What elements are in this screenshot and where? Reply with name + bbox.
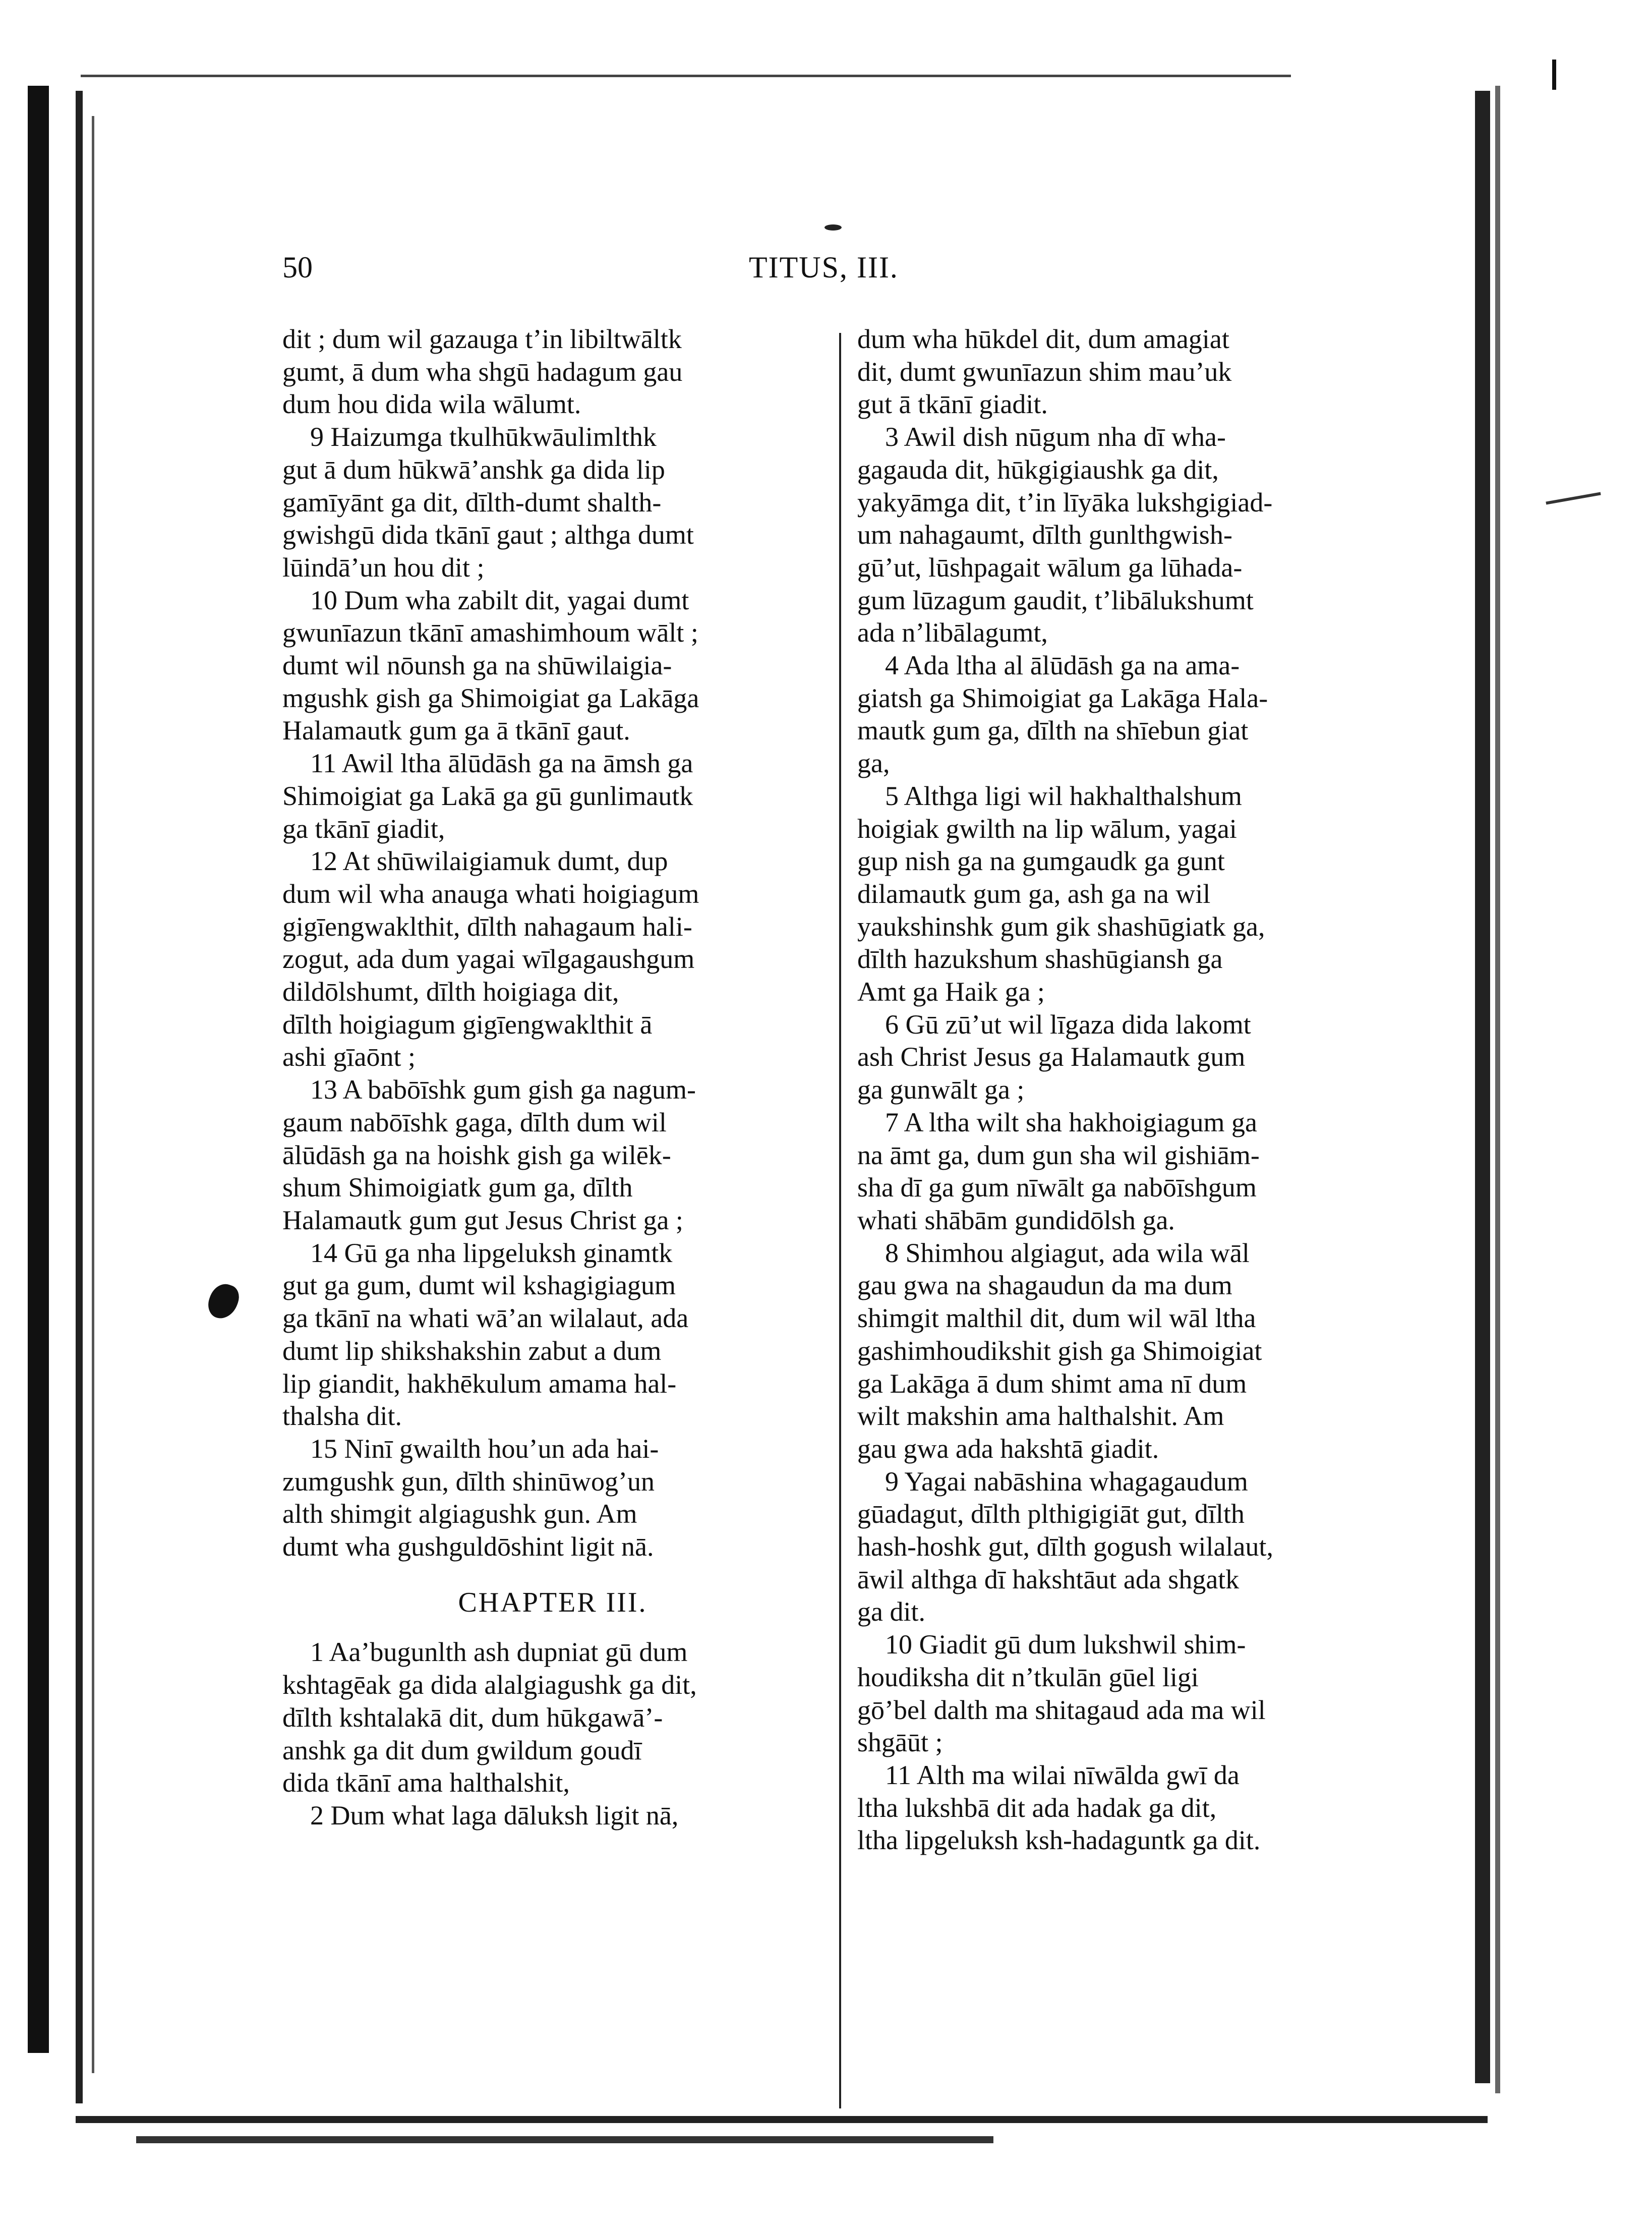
text-line: gū’ut, lūshpagait wālum ga lūhada- [857, 552, 1243, 583]
text-line: 9 Haizumga tkulhūkwāulimlthk [310, 422, 657, 452]
right-column [857, 323, 1402, 1857]
text-line: yaukshinshk gum gik shashūgiatk ga, [857, 911, 1265, 942]
scan-right-tick [1552, 60, 1556, 90]
text-line: dit, dumt gwunīazun shim mau’uk [857, 356, 1232, 387]
text-line: ashi gīaōnt ; [282, 1042, 416, 1072]
text-line: gagauda dit, hūkgigiaushk ga dit, [857, 454, 1219, 485]
text-line: dumt wha gushguldōshint ligit nā. [282, 1531, 654, 1562]
text-line: houdiksha dit n’tkulān gūel ligi [857, 1662, 1199, 1692]
text-line: ga, [857, 748, 890, 779]
text-line: wilt makshin ama halthalshit. Am [857, 1401, 1224, 1432]
text-line: 6 Gū zū’ut wil līgaza dida lakomt [885, 1009, 1251, 1040]
text-line: anshk ga dit dum gwildum goudī [282, 1735, 642, 1765]
text-line: Shimoigiat ga Lakā ga gū gunlimautk [282, 780, 693, 811]
text-line: ga Lakāga ā dum shimt ama nī dum [857, 1368, 1247, 1399]
text-line: 12 At shūwilaigiamuk dumt, dup [310, 846, 668, 877]
text-line: 2 Dum what laga dāluksh ligit nā, [310, 1800, 679, 1831]
text-line: mautk gum ga, dīlth na shīebun giat [857, 715, 1249, 746]
text-line: ltha lipgeluksh ksh-hadaguntk ga dit. [857, 1825, 1261, 1856]
text-line: dīlth kshtalakā dit, dum hūkgawā’- [282, 1702, 663, 1733]
text-line: dit ; dum wil gazauga t’in libiltwāltk [282, 324, 682, 354]
text-line: shgāūt ; [857, 1727, 943, 1758]
text-line: gup nish ga na gumgaudk ga gunt [857, 846, 1225, 877]
text-line: gigīengwaklthit, dīlth nahagaum hali- [282, 911, 692, 942]
text-line: dumt lip shikshakshin zabut a dum [282, 1335, 662, 1366]
text-line: zumgushk gun, dīlth shinūwog’un [282, 1466, 655, 1497]
running-head: TITUS, III. [749, 251, 899, 284]
text-line: gut ga gum, dumt wil kshagigiagum [282, 1270, 676, 1301]
scan-bottom-rule-2 [136, 2136, 993, 2143]
text-line: ltha lukshbā dit ada hadak ga dit, [857, 1792, 1217, 1823]
page-header [282, 250, 1442, 291]
scan-edge-left-thin [92, 116, 94, 2073]
text-line: ada n’libālagumt, [857, 617, 1048, 648]
text-line: um nahagaumt, dīlth gunlthgwish- [857, 520, 1232, 550]
text-line: mgushk gish ga Shimoigiat ga Lakāga [282, 682, 699, 713]
text-line: dum hou dida wila wālumt. [282, 389, 581, 420]
text-line: gumt, ā dum wha shgū hadagum gau [282, 356, 683, 387]
text-line: dumt wil nōunsh ga na shūwilaigia- [282, 650, 672, 681]
text-line: gum lūzagum gaudit, t’libālukshumt [857, 585, 1254, 615]
text-line: 15 Ninī gwailth hou’un ada hai- [310, 1433, 659, 1464]
text-line: āwil althga dī hakshtāut ada shgatk [857, 1564, 1240, 1594]
text-line: zogut, ada dum yagai wīlgagaushgum [282, 944, 695, 975]
text-line: ga dit. [857, 1596, 925, 1627]
text-line: dīlth hazukshum shashūgiansh ga [857, 944, 1223, 975]
text-line: 10 Dum wha zabilt dit, yagai dumt [310, 585, 689, 615]
text-line: dīlth hoigiagum gigīengwaklthit ā [282, 1009, 653, 1040]
text-line: sha dī ga gum nīwālt ga nabōīshgum [857, 1172, 1257, 1203]
text-line: 8 Shimhou algiagut, ada wila wāl [885, 1237, 1250, 1268]
scan-edge-left-inner [76, 91, 83, 2103]
text-line: gau gwa ada hakshtā giadit. [857, 1433, 1159, 1464]
text-line: hash-hoshk gut, dīlth gogush wilalaut, [857, 1531, 1273, 1562]
text-line: ga tkānī na whati wā’an wilalaut, ada [282, 1303, 689, 1334]
text-line: Amt ga Haik ga ; [857, 977, 1045, 1007]
ink-blot [204, 1280, 243, 1323]
text-line: gut ā dum hūkwā’anshk ga dida lip [282, 454, 665, 485]
text-line: ash Christ Jesus ga Halamautk gum [857, 1042, 1246, 1072]
text-line: whati shābām gundidōlsh ga. [857, 1205, 1175, 1235]
text-line: ga gunwālt ga ; [857, 1074, 1025, 1105]
text-line: ālūdāsh ga na hoishk gish ga wilēk- [282, 1139, 671, 1170]
text-line: gamīyānt ga dit, dīlth-dumt shalth- [282, 487, 662, 518]
text-line: lip giandit, hakhēkulum amama hal- [282, 1368, 677, 1399]
text-line: kshtagēak ga dida alalgiagushk ga dit, [282, 1670, 697, 1700]
text-line: gashimhoudikshit gish ga Shimoigiat [857, 1335, 1262, 1366]
text-line: 13 A babōīshk gum gish ga nagum- [310, 1074, 696, 1105]
text-line: gwishgū dida tkānī gaut ; althga dumt [282, 520, 694, 550]
scan-edge-right [1475, 91, 1490, 2083]
text-line: gaum nabōīshk gaga, dīlth dum wil [282, 1107, 667, 1137]
scan-bottom-rule [76, 2116, 1488, 2123]
text-line: dildōlshumt, dīlth hoigiaga dit, [282, 977, 619, 1007]
text-line: 11 Alth ma wilai nīwālda gwī da [885, 1759, 1240, 1790]
text-line: 14 Gū ga nha lipgeluksh ginamtk [310, 1237, 673, 1268]
text-line: gut ā tkānī giadit. [857, 389, 1048, 420]
text-line: gwunīazun tkānī amashimhoum wālt ; [282, 617, 698, 648]
text-line: 10 Giadit gū dum lukshwil shim- [885, 1629, 1246, 1660]
text-line: na āmt ga, dum gun sha wil gishiām- [857, 1139, 1260, 1170]
text-line: gō’bel dalth ma shitagaud ada ma wil [857, 1694, 1266, 1725]
scan-top-rule [81, 75, 1291, 77]
text-line: dum wha hūkdel dit, dum amagiat [857, 324, 1229, 354]
page-number: 50 [282, 251, 313, 284]
text-line: yakyāmga dit, t’in līyāka lukshgigiad- [857, 487, 1273, 518]
text-line: giatsh ga Shimoigiat ga Lakāga Hala- [857, 682, 1268, 713]
text-line: dum wil wha anauga whati hoigiagum [282, 878, 699, 909]
text-line: hoigiak gwilth na lip wālum, yagai [857, 813, 1237, 844]
text-line: alth shimgit algiagushk gun. Am [282, 1499, 637, 1529]
scan-edge-left [28, 86, 49, 2053]
text-line: dilamautk gum ga, ash ga na wil [857, 878, 1211, 909]
text-line: ga tkānī giadit, [282, 813, 445, 844]
left-column [282, 323, 823, 1832]
text-line: 9 Yagai nabāshina whagagaudum [885, 1466, 1248, 1497]
text-line: Halamautk gum gut Jesus Christ ga ; [282, 1205, 683, 1235]
text-line: gūadagut, dīlth plthigigiāt gut, dīlth [857, 1499, 1245, 1529]
text-line: 3 Awil dish nūgum nha dī wha- [885, 422, 1226, 452]
text-line: dida tkānī ama halthalshit, [282, 1767, 570, 1798]
text-line: Halamautk gum ga ā tkānī gaut. [282, 715, 630, 746]
margin-pen-mark [1546, 492, 1601, 504]
column-divider [839, 333, 841, 2108]
text-line: 5 Althga ligi wil hakhalthalshum [885, 780, 1242, 811]
text-line: 1 Aa’bugunlth ash dupniat gū dum [310, 1637, 688, 1668]
text-line: 11 Awil ltha ālūdāsh ga na āmsh ga [310, 748, 693, 779]
chapter-heading: CHAPTER III. [458, 1586, 647, 1618]
text-line: shimgit malthil dit, dum wil wāl ltha [857, 1303, 1256, 1334]
text-line: shum Shimoigiatk gum ga, dīlth [282, 1172, 633, 1203]
text-line: thalsha dit. [282, 1401, 402, 1432]
text-line: 4 Ada ltha al ālūdāsh ga na ama- [885, 650, 1240, 681]
text-line: gau gwa na shagaudun da ma dum [857, 1270, 1232, 1301]
text-line: lūindā’un hou dit ; [282, 552, 485, 583]
ink-speck [824, 224, 842, 231]
text-line: 7 A ltha wilt sha hakhoigiagum ga [885, 1107, 1257, 1137]
scan-edge-right-thin [1495, 86, 1500, 2093]
